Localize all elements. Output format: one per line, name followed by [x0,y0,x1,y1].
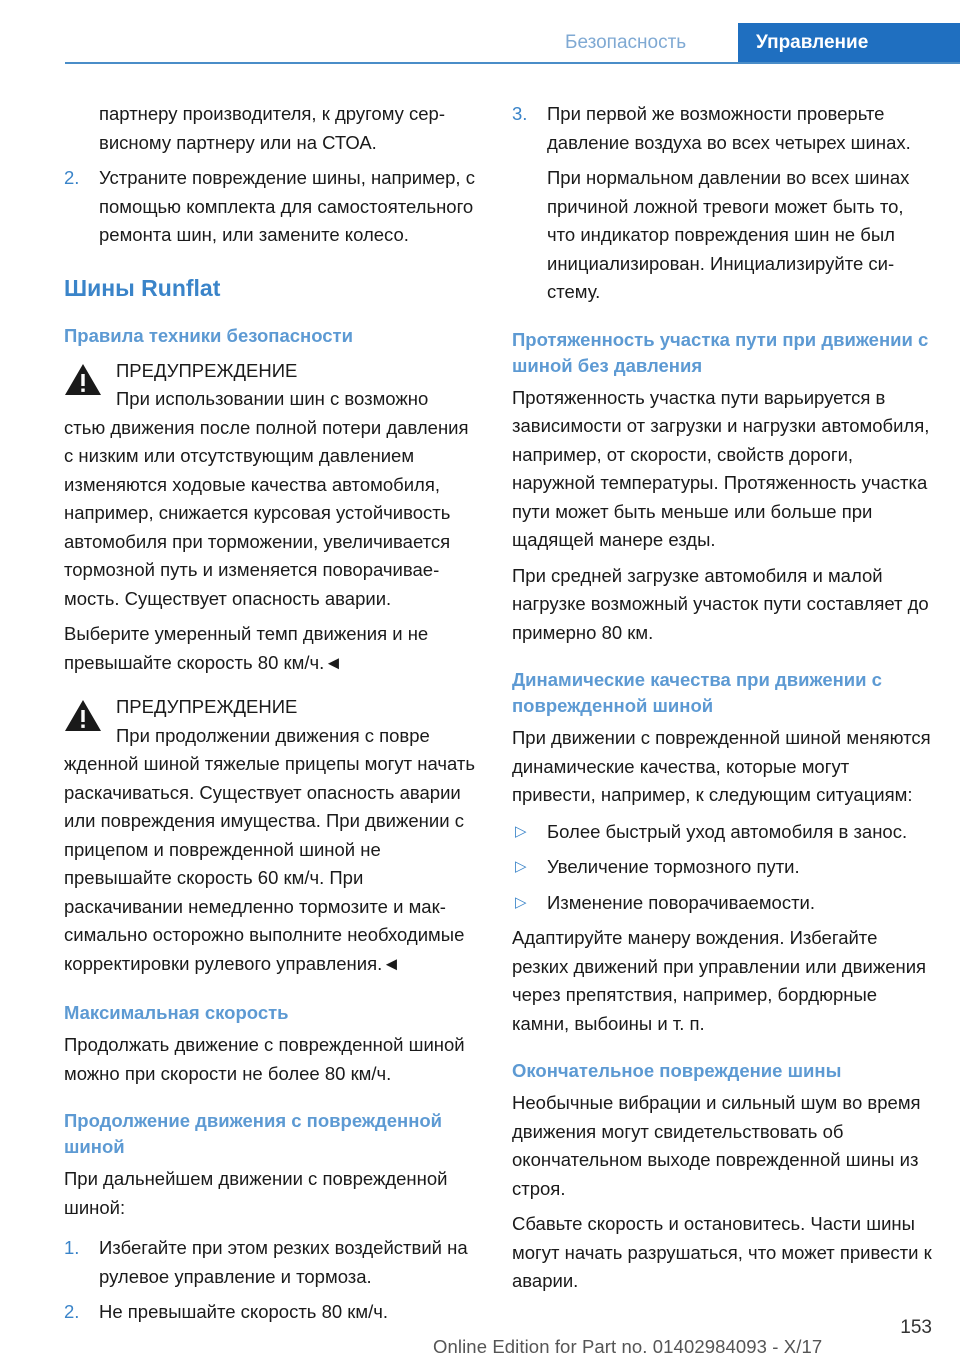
step-text: Не превышайте скорость 80 км/ч. [99,1301,389,1322]
repair-steps [64,164,480,250]
header-section-controls: Управление [738,23,960,63]
list-item [64,1298,480,1327]
heading-runflat: Шины Runflat [64,274,221,301]
step-number: 1. [64,1237,80,1258]
continue-steps [64,1234,480,1327]
warning-advice: Выберите умеренный темп движения и не превышайте скорость 80 км/ч.◄ [64,623,429,673]
step-number: 3. [512,103,528,124]
edition-note: Online Edition for Part no. 01402984093 - X/17 [433,1336,823,1357]
dynamics-text: При движении с поврежденной шиной меняются динамические качества, которые могут привести, например, к следующим ситуациям: [512,727,931,805]
bullet-text: Более быстрый уход автомобиля в занос. [547,820,908,842]
continue-driving-text: При дальнейшем движении с поврежденной шиной: [64,1168,448,1218]
warning-title: ПРЕДУПРЕЖДЕНИЕ [116,696,298,717]
header-section-safety: Безопасность [565,23,730,63]
bullet-text: Увеличение тормозного пути. [547,856,800,877]
step-text: Избегайте при этом резких воздействий на рулевое управление и тормоза. [99,1237,468,1287]
step-text: При первой же возможности проверьте давление воздуха во всех четырех шинах. [547,103,911,153]
list-item [512,100,932,157]
bullet-triangle-icon: ▷ [515,822,527,840]
list-item [64,164,480,250]
check-steps [512,100,932,157]
max-speed-text: Продолжать движение с поврежденной шиной можно при скорости не более 80 км/ч. [64,1034,465,1084]
heading-continue-driving: Продолжение движения с поврежденной шиной [64,1110,443,1157]
dynamics-advice: Адаптируйте манеру вождения. Избегайте резких движений при управлении или движения через препятствия, например, бордюрные камни, выбоины и т. п. [512,927,927,1034]
step-number: 2. [64,1301,80,1322]
heading-safety-rules: Правила техники безопасности [64,324,353,346]
final-damage-text-1: Необычные вибрации и сильный шум во время движения могут свидетельствовать об окончательном выходе поврежденной шины из строя. [512,1092,921,1199]
bullet-triangle-icon: ▷ [515,858,527,875]
step-text: Устраните повреждение шины, например, с помощью комплекта для самостоятельного ремонта шин, или замените колесо. [99,167,475,245]
warning-text-start: При использовании шин с возможно [116,388,429,409]
warning-icon [64,699,102,732]
right-column [512,100,932,1303]
list-item [512,853,932,882]
header-rule [65,62,960,64]
heading-distance: Протяженность участка пути при движении с шиной без давления [512,328,929,376]
list-item [512,818,932,847]
warning-text: жденной шиной тяжелые прицепы могут начать раскачиваться. Существует опасность аварии или повреждения имущества. При движении с прицепом и поврежденной шиной не превышайте скорость 60 км/ч. При раскачивании немедленно тормозите и максимально осторожно выполните необходимые корректировки рулевого управления.◄ [64,753,475,974]
distance-text-1: Протяженность участка пути варьируется в зависимости от загрузки и нагрузки автомобиля, например, от скорости, свойств дороги, наружной температуры. Протяженность участка пути может быть меньше или больше при щадящей манере езды. [512,386,930,550]
heading-final-damage: Окончательное повреждение шины [512,1060,842,1081]
warning-text: стью движения после полной потери давления с низким или отсутствующим давлением изменяются ходовые качества автомобиля, например, снижается курсовая устойчивость автомобиля при торможении, увеличивается тормозной путь и изменяется поворачиваемость. Существует опасность аварии. [64,416,469,609]
list-item [512,889,932,918]
distance-text-2: При средней загрузке автомобиля и малой нагрузке возможный участок пути составляет до примерно 80 км. [512,564,929,643]
warning-block-1 [64,357,480,678]
page-number: 153 [900,1317,932,1338]
warning-icon [64,363,102,396]
warning-text-start: При продолжении движения с повре [116,724,430,746]
step3-note: При нормальном давлении во всех шинах причиной ложной тревоги может быть то, что индикатор повреждения шин не был инициализирован. Инициализируйте систему. [547,167,910,302]
left-column [64,100,480,1334]
step-number: 2. [64,167,80,188]
warning-block-2 [64,693,480,978]
list-item [64,1234,480,1291]
bullet-triangle-icon: ▷ [515,893,527,911]
final-damage-text-2: Сбавьте скорость и остановитесь. Части шины могут начать разрушаться, что может привести к аварии. [512,1213,932,1291]
heading-max-speed: Максимальная скорость [64,1002,289,1023]
step1-continuation: партнеру производителя, к другому сервисному партнеру или на СТОА. [99,103,446,153]
bullet-text: Изменение поворачиваемости. [547,891,816,913]
warning-title: ПРЕДУПРЕЖДЕНИЕ [116,359,298,381]
heading-dynamics: Динамические качества при движении с поврежденной шиной [512,669,882,716]
dynamics-list [512,818,932,918]
